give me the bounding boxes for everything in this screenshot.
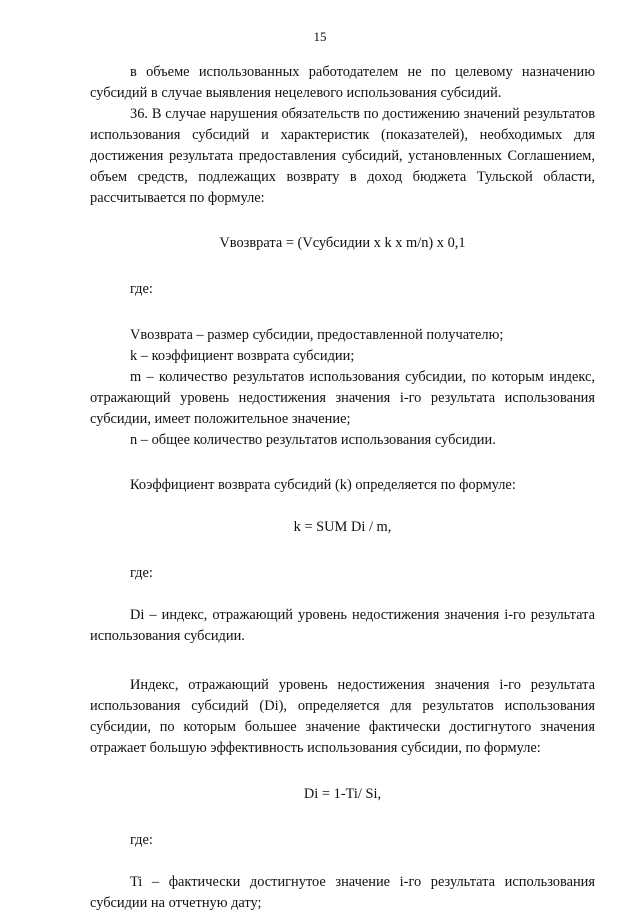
definition-n: n – общее количество результатов использования субсидии. [130, 432, 496, 448]
paragraph-subsidy-volume: в объеме использованных работодателем не по целевому назначению субсидий в случае выявления нецелевого использования субсидий. [90, 64, 595, 101]
paragraph-item-36: 36. В случае нарушения обязательств по достижению значений результатов использования субсидий и характеристик (показателей), необходимых для достижения результата предоставления субсидий, установленных Соглашением, объем средств, подлежащих возврату в доход бюджета Тульской области, рассчитывается по формуле: [90, 106, 595, 206]
formula-di: Di = 1-Ti/ Si, [303, 786, 382, 802]
definition-m: m – количество результатов использования субсидии, по которым индекс, отражающий уровень недостижения значения i-го результата использования субсидии, имеет положительное значение; [90, 369, 595, 427]
definition-k: k – коэффициент возврата субсидии; [130, 348, 355, 364]
definition-ti: Ti – фактически достигнутое значение i-го результата использования субсидии на отчетную дату; [90, 874, 595, 911]
definition-v-refund: Vвозврата – размер субсидии, предоставленной получателю; [130, 327, 504, 343]
formula-coefficient-k: k = SUM Di / m, [293, 519, 392, 535]
page-number: 15 [313, 29, 327, 44]
where-label: где: [130, 565, 153, 581]
paragraph-index-di: Индекс, отражающий уровень недостижения значения i-го результата использования субсидий (Di), определяется для результатов использования субсидии, по которым большее значение фактически достигнутого значения отражает большую эффективность использования субсидии, по формуле: [90, 677, 595, 756]
paragraph-coefficient: Коэффициент возврата субсидий (k) определяется по формуле: [130, 477, 516, 493]
where-label: где: [130, 281, 153, 297]
definition-di: Di – индекс, отражающий уровень недостижения значения i-го результата использования субсидии. [90, 607, 595, 644]
where-label: где: [130, 832, 153, 848]
document-body [90, 62, 595, 914]
formula-refund-volume: Vвозврата = (Vсубсидии х k х m/n) х 0,1 [219, 235, 466, 251]
